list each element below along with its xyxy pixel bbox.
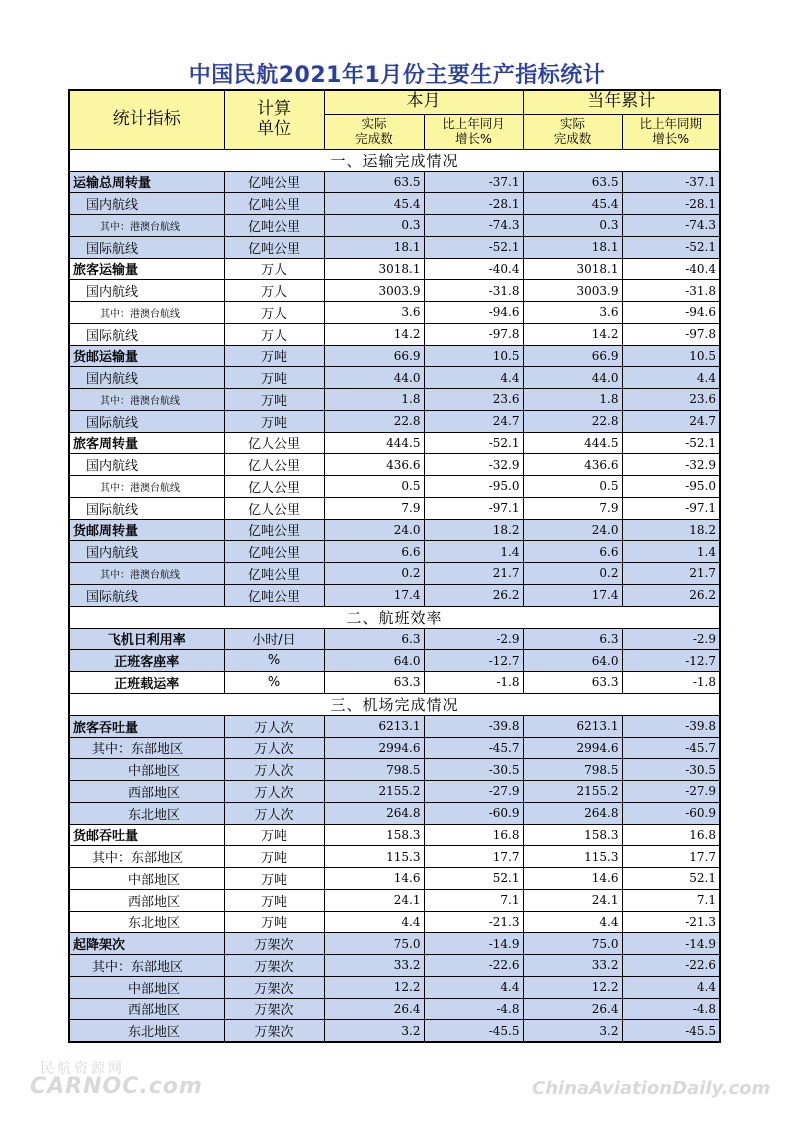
row-indicator: 国际航线 xyxy=(69,323,224,345)
row-actual-month: 6.3 xyxy=(324,628,424,650)
row-unit: 万人次 xyxy=(224,759,324,781)
header-yoy-month: 比上年同月 增长% xyxy=(424,114,523,149)
row-actual-ytd: 45.4 xyxy=(523,193,622,215)
row-yoy-month: -28.1 xyxy=(424,193,523,215)
header-actual-month: 实际 完成数 xyxy=(324,114,424,149)
row-actual-ytd: 3018.1 xyxy=(523,258,622,280)
row-actual-month: 14.2 xyxy=(324,323,424,345)
row-yoy-month: -14.9 xyxy=(424,933,523,955)
row-unit: 万人次 xyxy=(224,737,324,759)
row-yoy-period: 18.2 xyxy=(622,519,720,541)
row-actual-ytd: 18.1 xyxy=(523,236,622,258)
row-unit: 亿吨公里 xyxy=(224,584,324,606)
page-title: 中国民航2021年1月份主要生产指标统计 xyxy=(188,63,606,88)
table-row xyxy=(69,454,720,476)
row-indicator: 货邮吞吐量 xyxy=(69,824,224,846)
row-unit: 万吨 xyxy=(224,868,324,890)
row-yoy-period: -37.1 xyxy=(622,171,720,193)
row-actual-month: 24.1 xyxy=(324,889,424,911)
row-unit: 万吨 xyxy=(224,911,324,933)
table-row xyxy=(69,955,720,977)
row-yoy-period: -95.0 xyxy=(622,476,720,498)
row-yoy-period: 10.5 xyxy=(622,345,720,367)
row-yoy-period: -97.8 xyxy=(622,323,720,345)
row-actual-month: 3003.9 xyxy=(324,280,424,302)
row-unit: 亿人公里 xyxy=(224,432,324,454)
row-unit: 亿吨公里 xyxy=(224,541,324,563)
row-yoy-month: 52.1 xyxy=(424,868,523,890)
table-row xyxy=(69,193,720,215)
row-yoy-period: 4.4 xyxy=(622,367,720,389)
row-actual-ytd: 33.2 xyxy=(523,955,622,977)
row-indicator: 正班载运率 xyxy=(69,672,224,694)
row-indicator: 其中：东部地区 xyxy=(69,737,224,759)
row-actual-month: 14.6 xyxy=(324,868,424,890)
row-unit: 万吨 xyxy=(224,410,324,432)
row-actual-month: 7.9 xyxy=(324,497,424,519)
row-indicator: 其中：港澳台航线 xyxy=(69,215,224,237)
table-row xyxy=(69,846,720,868)
row-actual-ytd: 66.9 xyxy=(523,345,622,367)
row-actual-ytd: 436.6 xyxy=(523,454,622,476)
row-indicator: 中部地区 xyxy=(69,976,224,998)
row-unit: 万架次 xyxy=(224,955,324,977)
row-actual-ytd: 22.8 xyxy=(523,410,622,432)
row-unit: 亿人公里 xyxy=(224,476,324,498)
row-actual-ytd: 6.6 xyxy=(523,541,622,563)
table-row xyxy=(69,389,720,411)
row-unit: 万吨 xyxy=(224,389,324,411)
row-indicator: 国际航线 xyxy=(69,410,224,432)
watermark-carnoc-en: CARNOC.com xyxy=(30,1074,203,1099)
row-actual-ytd: 2155.2 xyxy=(523,781,622,803)
row-yoy-period: -32.9 xyxy=(622,454,720,476)
row-actual-month: 66.9 xyxy=(324,345,424,367)
row-yoy-period: -94.6 xyxy=(622,302,720,324)
row-unit: 万人次 xyxy=(224,715,324,737)
table-row xyxy=(69,563,720,585)
row-actual-month: 1.8 xyxy=(324,389,424,411)
row-actual-ytd: 1.8 xyxy=(523,389,622,411)
row-actual-ytd: 158.3 xyxy=(523,824,622,846)
row-actual-ytd: 3003.9 xyxy=(523,280,622,302)
row-actual-month: 444.5 xyxy=(324,432,424,454)
row-yoy-month: 23.6 xyxy=(424,389,523,411)
row-actual-month: 63.5 xyxy=(324,171,424,193)
table-row xyxy=(69,933,720,955)
row-yoy-month: 7.1 xyxy=(424,889,523,911)
row-yoy-month: -39.8 xyxy=(424,715,523,737)
table-row xyxy=(69,889,720,911)
statistics-table xyxy=(68,89,721,1043)
row-indicator: 飞机日利用率 xyxy=(69,628,224,650)
table-header xyxy=(69,90,720,149)
row-yoy-period: -27.9 xyxy=(622,781,720,803)
table-body xyxy=(69,149,720,1042)
row-actual-ytd: 4.4 xyxy=(523,911,622,933)
row-indicator: 东北地区 xyxy=(69,911,224,933)
row-indicator: 国内航线 xyxy=(69,367,224,389)
row-indicator: 国际航线 xyxy=(69,497,224,519)
row-unit: % xyxy=(224,672,324,694)
row-yoy-month: -97.1 xyxy=(424,497,523,519)
row-actual-month: 2155.2 xyxy=(324,781,424,803)
row-unit: 万吨 xyxy=(224,824,324,846)
row-actual-month: 18.1 xyxy=(324,236,424,258)
row-unit: 万吨 xyxy=(224,889,324,911)
section-title: 二、航班效率 xyxy=(69,606,720,628)
row-actual-month: 798.5 xyxy=(324,759,424,781)
row-yoy-period: -2.9 xyxy=(622,628,720,650)
table-row xyxy=(69,519,720,541)
row-actual-ytd: 6213.1 xyxy=(523,715,622,737)
row-unit: 亿吨公里 xyxy=(224,171,324,193)
row-unit: 万人次 xyxy=(224,781,324,803)
row-indicator: 东北地区 xyxy=(69,1020,224,1042)
row-actual-ytd: 3.2 xyxy=(523,1020,622,1042)
row-yoy-period: 24.7 xyxy=(622,410,720,432)
table-row xyxy=(69,432,720,454)
table-row xyxy=(69,911,720,933)
header-yoy-period: 比上年同期 增长% xyxy=(622,114,720,149)
row-yoy-period: -52.1 xyxy=(622,236,720,258)
header-indicator: 统计指标 xyxy=(69,90,224,149)
row-indicator: 其中：港澳台航线 xyxy=(69,476,224,498)
table-row xyxy=(69,868,720,890)
row-yoy-period: -4.8 xyxy=(622,998,720,1020)
row-yoy-month: 18.2 xyxy=(424,519,523,541)
row-indicator: 国内航线 xyxy=(69,541,224,563)
row-unit: 亿吨公里 xyxy=(224,519,324,541)
row-yoy-period: -30.5 xyxy=(622,759,720,781)
row-yoy-period: -1.8 xyxy=(622,672,720,694)
row-actual-ytd: 0.3 xyxy=(523,215,622,237)
row-yoy-month: -2.9 xyxy=(424,628,523,650)
section-header xyxy=(69,149,720,171)
row-yoy-month: -45.7 xyxy=(424,737,523,759)
row-unit: % xyxy=(224,650,324,672)
table-row xyxy=(69,824,720,846)
row-actual-ytd: 444.5 xyxy=(523,432,622,454)
row-actual-ytd: 75.0 xyxy=(523,933,622,955)
table-row xyxy=(69,628,720,650)
row-indicator: 其中：东部地区 xyxy=(69,846,224,868)
row-indicator: 西部地区 xyxy=(69,998,224,1020)
row-actual-ytd: 44.0 xyxy=(523,367,622,389)
table-row xyxy=(69,1020,720,1042)
row-unit: 亿人公里 xyxy=(224,454,324,476)
row-yoy-month: -52.1 xyxy=(424,432,523,454)
watermark-chinaaviationdaily: ChinaAviationDaily.com xyxy=(532,1078,771,1099)
row-yoy-period: 1.4 xyxy=(622,541,720,563)
section-title: 三、机场完成情况 xyxy=(69,693,720,715)
row-yoy-month: -22.6 xyxy=(424,955,523,977)
row-actual-ytd: 264.8 xyxy=(523,802,622,824)
row-actual-ytd: 0.5 xyxy=(523,476,622,498)
row-yoy-period: -21.3 xyxy=(622,911,720,933)
row-actual-month: 0.3 xyxy=(324,215,424,237)
table-row xyxy=(69,737,720,759)
row-yoy-month: -60.9 xyxy=(424,802,523,824)
row-indicator: 货邮周转量 xyxy=(69,519,224,541)
row-actual-ytd: 798.5 xyxy=(523,759,622,781)
header-month: 本月 xyxy=(324,90,523,114)
row-actual-ytd: 64.0 xyxy=(523,650,622,672)
row-yoy-period: 26.2 xyxy=(622,584,720,606)
row-actual-month: 22.8 xyxy=(324,410,424,432)
row-actual-ytd: 63.3 xyxy=(523,672,622,694)
row-unit: 亿人公里 xyxy=(224,497,324,519)
table-row xyxy=(69,759,720,781)
row-yoy-period: -12.7 xyxy=(622,650,720,672)
row-indicator: 国际航线 xyxy=(69,584,224,606)
row-unit: 万吨 xyxy=(224,367,324,389)
row-indicator: 国际航线 xyxy=(69,236,224,258)
row-yoy-month: -1.8 xyxy=(424,672,523,694)
row-yoy-month: 1.4 xyxy=(424,541,523,563)
row-indicator: 旅客吞吐量 xyxy=(69,715,224,737)
row-yoy-month: 10.5 xyxy=(424,345,523,367)
row-yoy-month: -74.3 xyxy=(424,215,523,237)
row-actual-month: 4.4 xyxy=(324,911,424,933)
row-indicator: 中部地区 xyxy=(69,759,224,781)
row-actual-month: 6.6 xyxy=(324,541,424,563)
row-actual-month: 64.0 xyxy=(324,650,424,672)
row-actual-month: 12.2 xyxy=(324,976,424,998)
row-yoy-period: 4.4 xyxy=(622,976,720,998)
table-row xyxy=(69,476,720,498)
row-yoy-month: -37.1 xyxy=(424,171,523,193)
row-yoy-month: 21.7 xyxy=(424,563,523,585)
table-row xyxy=(69,302,720,324)
header-actual-ytd: 实际 完成数 xyxy=(523,114,622,149)
row-actual-ytd: 24.1 xyxy=(523,889,622,911)
row-actual-month: 44.0 xyxy=(324,367,424,389)
row-yoy-period: -22.6 xyxy=(622,955,720,977)
row-unit: 万架次 xyxy=(224,998,324,1020)
row-actual-month: 17.4 xyxy=(324,584,424,606)
row-indicator: 正班客座率 xyxy=(69,650,224,672)
table-row xyxy=(69,215,720,237)
table-row xyxy=(69,541,720,563)
table-row xyxy=(69,236,720,258)
row-actual-month: 75.0 xyxy=(324,933,424,955)
row-indicator: 起降架次 xyxy=(69,933,224,955)
row-actual-month: 0.5 xyxy=(324,476,424,498)
row-indicator: 旅客运输量 xyxy=(69,258,224,280)
row-actual-month: 436.6 xyxy=(324,454,424,476)
row-actual-ytd: 14.2 xyxy=(523,323,622,345)
row-unit: 亿吨公里 xyxy=(224,215,324,237)
row-actual-month: 115.3 xyxy=(324,846,424,868)
row-yoy-period: -39.8 xyxy=(622,715,720,737)
row-yoy-month: -31.8 xyxy=(424,280,523,302)
row-actual-ytd: 2994.6 xyxy=(523,737,622,759)
row-yoy-period: -74.3 xyxy=(622,215,720,237)
row-yoy-period: 16.8 xyxy=(622,824,720,846)
row-indicator: 货邮运输量 xyxy=(69,345,224,367)
row-unit: 万人 xyxy=(224,323,324,345)
row-unit: 万架次 xyxy=(224,933,324,955)
table-row xyxy=(69,258,720,280)
row-yoy-period: -28.1 xyxy=(622,193,720,215)
row-actual-ytd: 7.9 xyxy=(523,497,622,519)
row-actual-month: 45.4 xyxy=(324,193,424,215)
row-yoy-month: 24.7 xyxy=(424,410,523,432)
table-row xyxy=(69,497,720,519)
row-yoy-period: -31.8 xyxy=(622,280,720,302)
row-yoy-period: -52.1 xyxy=(622,432,720,454)
row-indicator: 其中：港澳台航线 xyxy=(69,563,224,585)
row-yoy-month: -30.5 xyxy=(424,759,523,781)
row-actual-month: 3018.1 xyxy=(324,258,424,280)
row-actual-month: 0.2 xyxy=(324,563,424,585)
row-actual-ytd: 17.4 xyxy=(523,584,622,606)
row-yoy-month: -95.0 xyxy=(424,476,523,498)
row-yoy-period: 21.7 xyxy=(622,563,720,585)
section-header xyxy=(69,693,720,715)
row-yoy-period: 17.7 xyxy=(622,846,720,868)
row-actual-ytd: 63.5 xyxy=(523,171,622,193)
row-indicator: 运输总周转量 xyxy=(69,171,224,193)
row-unit: 万架次 xyxy=(224,1020,324,1042)
row-indicator: 旅客周转量 xyxy=(69,432,224,454)
row-yoy-month: -97.8 xyxy=(424,323,523,345)
row-yoy-period: -97.1 xyxy=(622,497,720,519)
row-actual-month: 3.2 xyxy=(324,1020,424,1042)
row-actual-month: 24.0 xyxy=(324,519,424,541)
row-yoy-month: -27.9 xyxy=(424,781,523,803)
row-yoy-period: 7.1 xyxy=(622,889,720,911)
table-row xyxy=(69,280,720,302)
header-ytd: 当年累计 xyxy=(523,90,720,114)
watermark-carnoc-cn: 民航资源网 xyxy=(40,1061,125,1077)
table-row xyxy=(69,781,720,803)
table-row xyxy=(69,998,720,1020)
row-actual-ytd: 14.6 xyxy=(523,868,622,890)
table-row xyxy=(69,410,720,432)
row-yoy-period: -14.9 xyxy=(622,933,720,955)
row-actual-month: 3.6 xyxy=(324,302,424,324)
section-header xyxy=(69,606,720,628)
table-row xyxy=(69,976,720,998)
header-unit: 计算 单位 xyxy=(224,90,324,149)
table-row xyxy=(69,367,720,389)
row-unit: 亿吨公里 xyxy=(224,193,324,215)
row-yoy-month: 17.7 xyxy=(424,846,523,868)
row-actual-month: 26.4 xyxy=(324,998,424,1020)
row-indicator: 其中：港澳台航线 xyxy=(69,302,224,324)
row-actual-month: 158.3 xyxy=(324,824,424,846)
row-yoy-month: 26.2 xyxy=(424,584,523,606)
row-yoy-period: -45.5 xyxy=(622,1020,720,1042)
table-row xyxy=(69,345,720,367)
row-yoy-month: -52.1 xyxy=(424,236,523,258)
row-actual-ytd: 0.2 xyxy=(523,563,622,585)
row-actual-ytd: 115.3 xyxy=(523,846,622,868)
row-yoy-month: -21.3 xyxy=(424,911,523,933)
table-row xyxy=(69,672,720,694)
row-actual-month: 33.2 xyxy=(324,955,424,977)
row-unit: 万人 xyxy=(224,258,324,280)
row-actual-month: 63.3 xyxy=(324,672,424,694)
row-indicator: 东北地区 xyxy=(69,802,224,824)
row-yoy-period: -40.4 xyxy=(622,258,720,280)
row-indicator: 其中：港澳台航线 xyxy=(69,389,224,411)
watermark-carnoc xyxy=(30,1062,203,1098)
row-unit: 万吨 xyxy=(224,846,324,868)
row-yoy-period: -60.9 xyxy=(622,802,720,824)
row-yoy-month: 4.4 xyxy=(424,976,523,998)
row-unit: 万人 xyxy=(224,280,324,302)
row-actual-month: 2994.6 xyxy=(324,737,424,759)
row-yoy-month: -94.6 xyxy=(424,302,523,324)
row-unit: 万人 xyxy=(224,302,324,324)
table-row xyxy=(69,650,720,672)
row-indicator: 国内航线 xyxy=(69,280,224,302)
row-actual-month: 6213.1 xyxy=(324,715,424,737)
row-indicator: 中部地区 xyxy=(69,868,224,890)
row-yoy-month: -4.8 xyxy=(424,998,523,1020)
row-actual-ytd: 24.0 xyxy=(523,519,622,541)
row-actual-ytd: 12.2 xyxy=(523,976,622,998)
row-indicator: 西部地区 xyxy=(69,781,224,803)
row-unit: 亿吨公里 xyxy=(224,236,324,258)
row-indicator: 西部地区 xyxy=(69,889,224,911)
section-title: 一、运输完成情况 xyxy=(69,149,720,171)
row-yoy-period: -45.7 xyxy=(622,737,720,759)
row-yoy-month: -40.4 xyxy=(424,258,523,280)
row-yoy-period: 23.6 xyxy=(622,389,720,411)
table-row xyxy=(69,584,720,606)
row-yoy-month: -12.7 xyxy=(424,650,523,672)
table-row xyxy=(69,802,720,824)
row-yoy-month: -45.5 xyxy=(424,1020,523,1042)
row-unit: 万架次 xyxy=(224,976,324,998)
row-indicator: 其中：东部地区 xyxy=(69,955,224,977)
row-actual-ytd: 26.4 xyxy=(523,998,622,1020)
table-row xyxy=(69,171,720,193)
row-unit: 亿吨公里 xyxy=(224,563,324,585)
row-unit: 小时/日 xyxy=(224,628,324,650)
row-yoy-period: 52.1 xyxy=(622,868,720,890)
row-yoy-month: 4.4 xyxy=(424,367,523,389)
row-actual-ytd: 6.3 xyxy=(523,628,622,650)
row-yoy-month: 16.8 xyxy=(424,824,523,846)
table-row xyxy=(69,715,720,737)
row-indicator: 国内航线 xyxy=(69,193,224,215)
row-actual-ytd: 3.6 xyxy=(523,302,622,324)
table-row xyxy=(69,323,720,345)
row-unit: 万人次 xyxy=(224,802,324,824)
row-yoy-month: -32.9 xyxy=(424,454,523,476)
row-indicator: 国内航线 xyxy=(69,454,224,476)
row-unit: 万吨 xyxy=(224,345,324,367)
row-actual-month: 264.8 xyxy=(324,802,424,824)
